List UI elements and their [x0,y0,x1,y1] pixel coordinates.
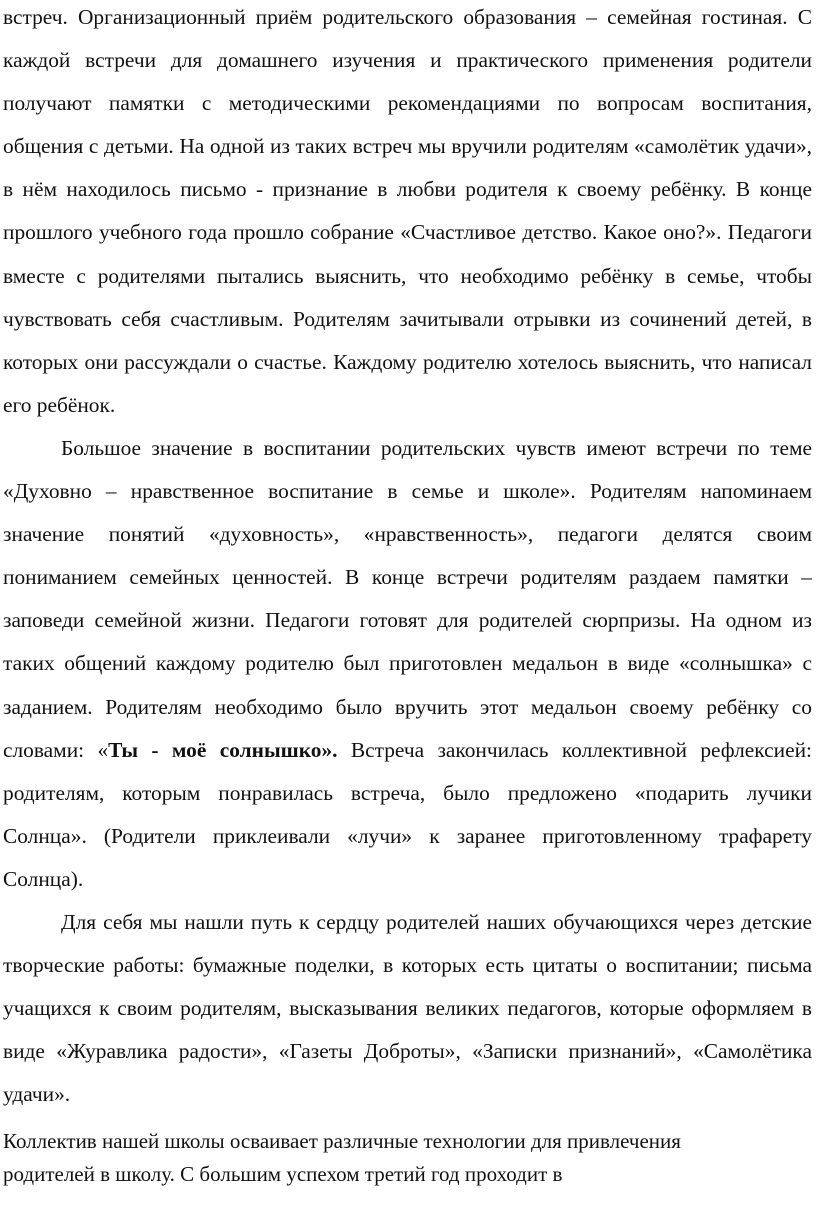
paragraph-4-line-1: Коллектив нашей школы осваивает различные технологии для привлечения [3,1129,681,1154]
paragraph-4-line-2: родителей в школу. С большим успехом третий год проходит в [3,1162,563,1187]
paragraph-3: Для себя мы нашли путь к сердцу родителей наших обучающихся через детские творческие работы: бумажные поделки, в которых есть цитаты о воспитании; письма учащихся к своим родителям, высказывания великих педагогов, которые оформляем в виде «Журавлика радости», «Газеты Доброты», «Записки признаний», «Самолётика удачи». [3,909,812,1107]
paragraph-2-text-before: Большое значение в воспитании родительских чувств имеют встречи по теме «Духовно – нравственное воспитание в семье и школе». Родителям напоминаем значение понятий «духовность», «нравственность», педагоги делятся своим пониманием семейных ценностей. В конце встречи родителям раздаем памятки – заповеди семейной жизни. Педагоги готовят для родителей сюрпризы. На одном из таких общений каждому родителю был приготовлен медальон в виде «солнышка» с заданием. Родителям необходимо было вручить этот медальон своему ребёнку со словами: « [3,435,812,762]
paragraph-4 [3,1125,812,1191]
paragraph-2-text-after: Встреча закончилась коллективной рефлексией: родителям, которым понравилась встреча, было предложено «подарить лучики Солнца». (Родители приклеивали «лучи» к заранее приготовленному трафарету Солнца). [3,737,812,891]
paragraph-1: встреч. Организационный приём родительского образования – семейная гостиная. С каждой встречи для домашнего изучения и практического применения родители получают памятки с методическими рекомендациями по вопросам воспитания, общения с детьми. На одной из таких встреч мы вручили родителям «самолётик удачи», в нём находилось письмо - признание в любви родителя к своему ребёнку. В конце прошлого учебного года прошло собрание «Счастливое детство. Какое оно?». Педагоги вместе с родителями пытались выяснить, что необходимо ребёнку в семье, чтобы чувствовать себя счастливым. Родителям зачитывали отрывки из сочинений детей, в которых они рассуждали о счастье. Каждому родителю хотелось выяснить, что написал его ребёнок. [3,5,812,417]
paragraph-2 [3,427,812,901]
paragraph-2-bold-quote: Ты - моё солнышко». [108,737,338,762]
